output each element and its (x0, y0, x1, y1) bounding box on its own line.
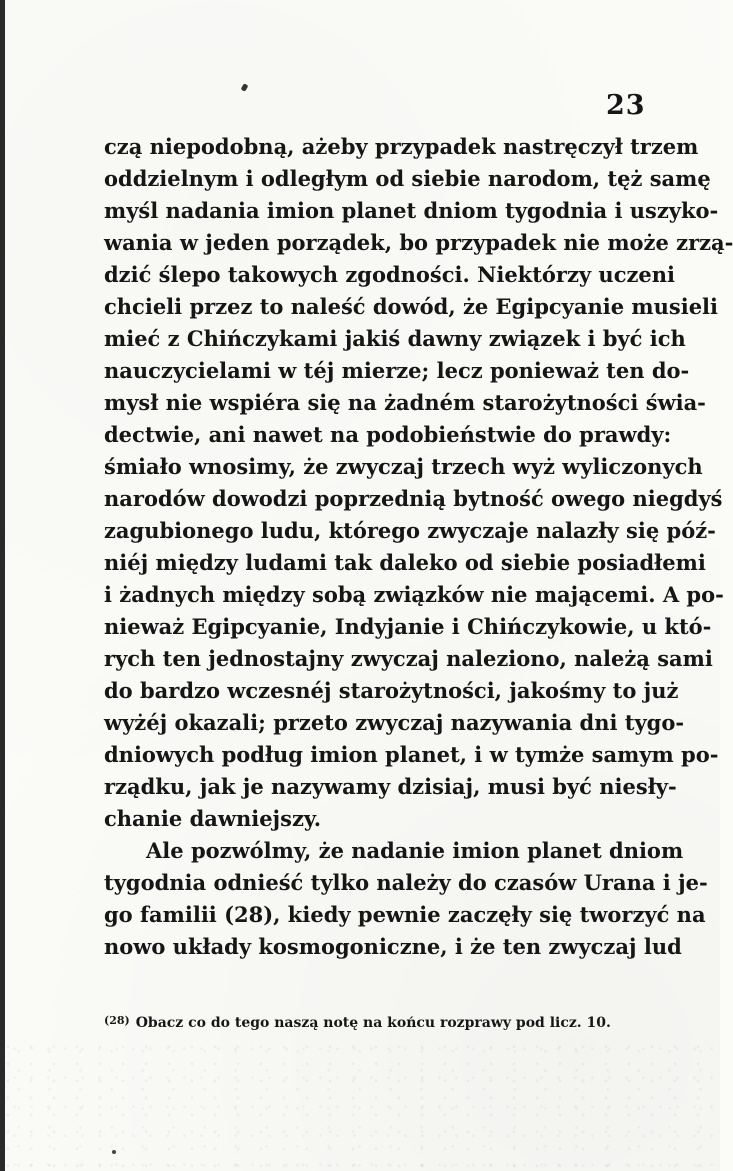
text-line: wyżéj okazali; przeto zwyczaj nazywania dni tygo- (104, 710, 685, 735)
body-text (104, 131, 733, 963)
text-line: rych ten jednostajny zwyczaj naleziono, należą sami (104, 646, 713, 671)
text-line: dzić ślepo takowych zgodności. Niektórzy uczeni (104, 262, 676, 287)
paper-noise (0, 1040, 720, 1171)
text-line: zagubionego ludu, którego zwyczaje nalazły się póź- (104, 518, 716, 543)
text-line: oddzielnym i odległym od siebie narodom, tęż samę (104, 166, 711, 191)
text-line: czą niepodobną, ażeby przypadek nastręczył trzem (104, 134, 699, 159)
footnote-mark: (28) (104, 1014, 130, 1027)
ink-speck (241, 83, 249, 92)
text-line: do bardzo wczesnéj starożytności, jakośmy to już (104, 678, 679, 703)
text-line: wania w jeden porządek, bo przypadek nie może zrzą- (104, 230, 733, 255)
text-line: myśl nadania imion planet dniom tygodnia i uszyko- (104, 198, 719, 223)
text-line: niéj między ludami tak daleko od siebie posiadłemi (104, 550, 706, 575)
footnote (104, 1010, 638, 1034)
text-line: chcieli przez to naleść dowód, że Egipcyanie musieli (104, 294, 719, 319)
text-line: śmiało wnosimy, że zwyczaj trzech wyż wyliczonych (104, 454, 703, 479)
text-line: i żadnych między sobą związków nie mającemi. A po- (104, 582, 724, 607)
text-line: nieważ Egipcyanie, Indyjanie i Chińczykowie, u któ- (104, 614, 712, 639)
ink-dot (112, 1150, 116, 1154)
text-line: dniowych podług imion planet, i w tymże samym po- (104, 742, 719, 767)
text-line: narodów dowodzi poprzednią bytność owego niegdyś (104, 486, 723, 511)
text-line: mieć z Chińczykami jakiś dawny związek i być ich (104, 326, 686, 351)
text-line: go familii (28), kiedy pewnie zaczęły się tworzyć na (104, 902, 706, 927)
text-line-paragraph-start: Ale pozwólmy, że nadanie imion planet dniom (146, 838, 684, 863)
text-line: mysł nie wspiéra się na żadném starożytności świa- (104, 390, 706, 415)
text-line: tygodnia odnieść tylko należy do czasów Urana i je- (104, 870, 708, 895)
text-line: nauczycielami w téj mierze; lecz ponieważ ten do- (104, 358, 690, 383)
text-line-paragraph-end: chanie dawniejszy. (104, 806, 322, 831)
footnote-text: Obacz co do tego naszą notę na końcu rozprawy pod licz. 10. (135, 1015, 611, 1031)
text-line: dectwie, ani nawet na podobieństwie do prawdy: (104, 422, 672, 447)
text-line: rządku, jak je nazywamy dzisiaj, musi być niesły- (104, 774, 677, 799)
text-line: nowo układy kosmogoniczne, i że ten zwyczaj lud (104, 934, 682, 959)
page-binding-edge (0, 0, 5, 1171)
page-number: 23 (606, 90, 646, 121)
